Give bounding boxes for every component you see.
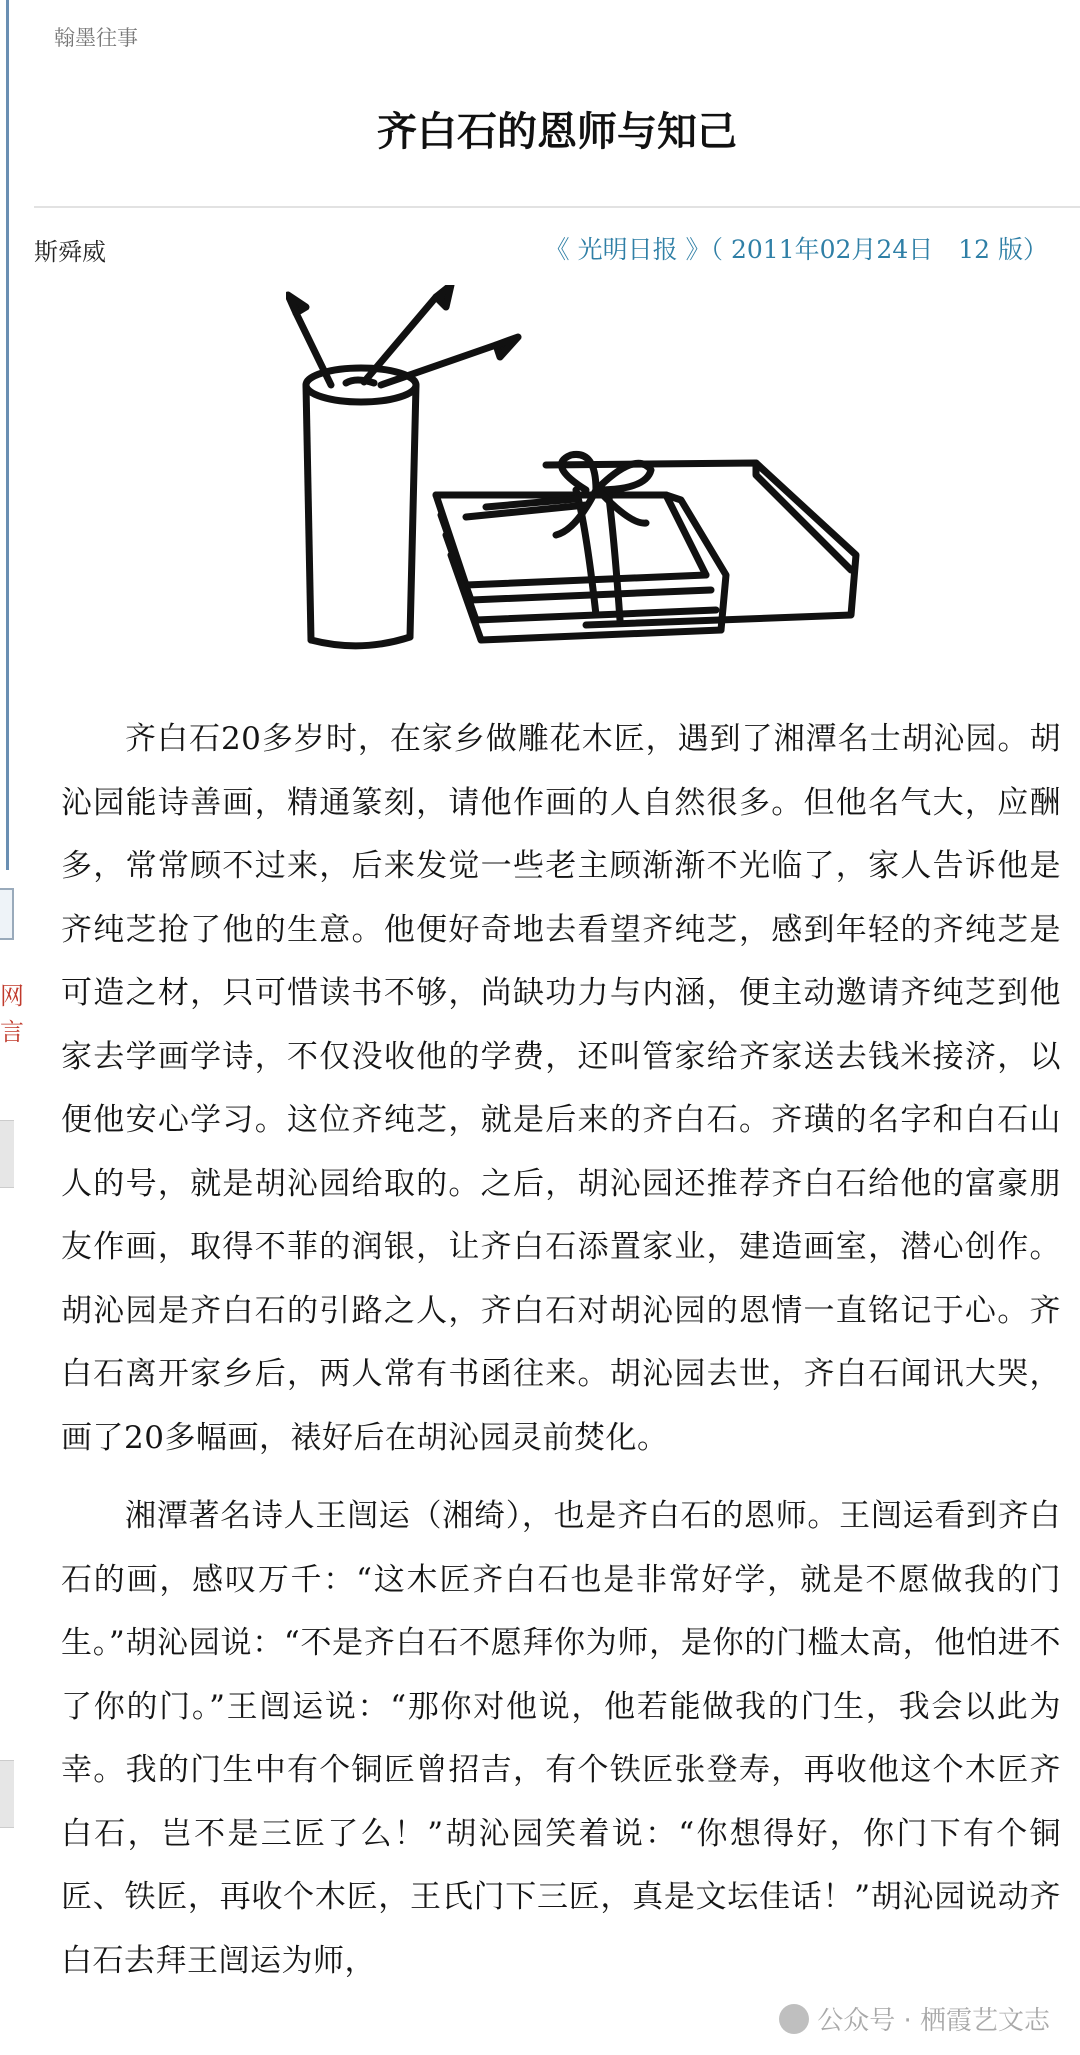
source-paper-link[interactable]: 《 光明日报 》 [544,235,711,264]
left-edge-border [6,0,9,870]
left-edge-panel [0,1760,14,1828]
paragraph: 湘潭著名诗人王闿运（湘绮），也是齐白石的恩师。王闿运看到齐白石的画，感叹万千：“这木匠齐白石也是非常好学，就是不愿做我的门生。”胡沁园说：“不是齐白石不愿拜你为师，是你的门槛太高，他怕进不了你的门。”王闿运说：“那你对他说，他若能做我的门生，我会以此为幸。我的门生中有个铜匠曾招吉，有个铁匠张登寿，再收他这个木匠齐白石，岂不是三匠了么！”胡沁园笑着说：“你想得好，你门下有个铜匠、铁匠，再收个木匠，王氏门下三匠，真是文坛佳话！”胡沁园说动齐白石去拜王闿运为师， [61,1498,1061,1979]
watermark [779,2000,1050,2037]
left-edge-box [0,888,14,940]
article-column [34,0,1080,2055]
left-edge-text: 网 [0,982,24,1010]
author-name: 斯舜威 [34,238,106,266]
title-divider [34,206,1080,208]
column-name[interactable]: 翰墨往事 [54,26,138,50]
left-edge-panel [0,1120,14,1188]
left-edge-text: 言 [0,1018,24,1046]
article-body [61,708,1061,1993]
paragraph: 齐白石20多岁时，在家乡做雕花木匠，遇到了湘潭名士胡沁园。胡沁园能诗善画，精通篆刻，请他作画的人自然很多。但他名气大，应酬多，常常顾不过来，后来发觉一些老主顾渐渐不光临了，家人告诉他是齐纯芝抢了他的生意。他便好奇地去看望齐纯芝，感到年轻的齐纯芝是可造之材，只可惜读书不够，尚缺功力与内涵，便主动邀请齐纯芝到他家去学画学诗，不仅没收他的学费，还叫管家给齐家送去钱米接济，以便他安心学习。这位齐纯芝，就是后来的齐白石。齐璜的名字和白石山人的号，就是胡沁园给取的。之后，胡沁园还推荐齐白石给他的富豪朋友作画，取得不菲的润银，让齐白石添置家业，建造画室，潜心创作。胡沁园是齐白石的引路之人，齐白石对胡沁园的恩情一直铭记于心。齐白石离开家乡后，两人常有书函往来。胡沁园去世，齐白石闻讯大哭，画了20多幅画，裱好后在胡沁园灵前焚化。 [61,721,1061,1456]
brush-pot-and-books-illustration [286,285,886,675]
watermark-text: 公众号 · 栖霞艺文志 [817,2006,1050,2036]
source-date: （ 2011年02月24日 12 版） [710,235,1048,264]
wechat-icon [779,2004,809,2034]
article-title: 齐白石的恩师与知己 [377,109,737,155]
source-info [545,230,1048,266]
